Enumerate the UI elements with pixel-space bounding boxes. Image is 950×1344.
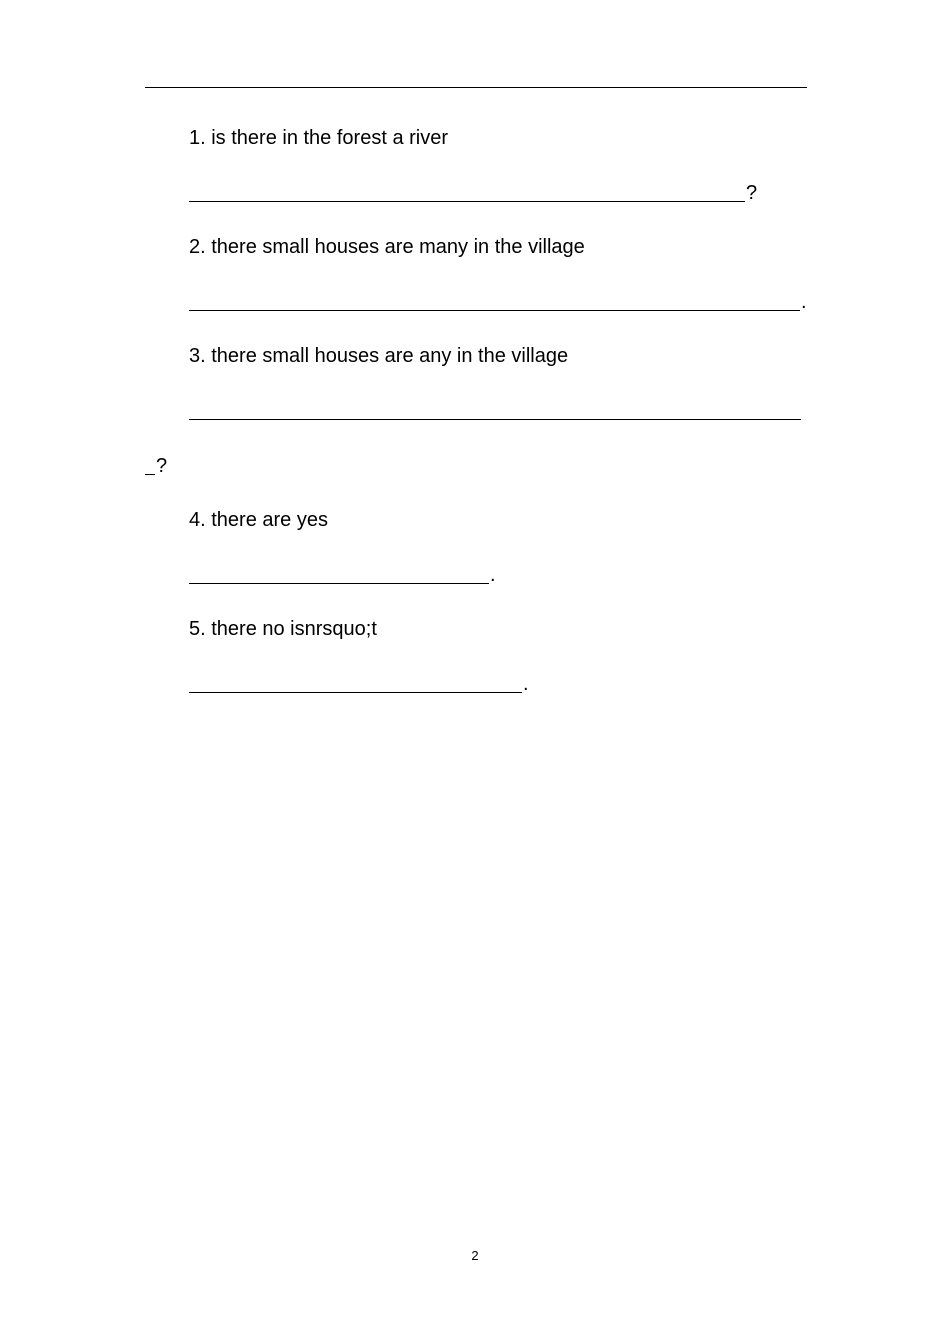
answer-blank — [189, 418, 801, 420]
question-3-end-punctuation: ? — [156, 455, 168, 477]
answer-blank — [189, 582, 489, 584]
question-5-end-punctuation: . — [523, 673, 529, 695]
question-1-text: 1. is there in the forest a river — [189, 127, 449, 149]
question-2-text: 2. there small houses are many in the village — [189, 236, 585, 258]
question-4-answer-line — [189, 563, 496, 587]
answer-blank — [145, 473, 155, 475]
question-4-text: 4. there are yes — [189, 509, 328, 531]
answer-blank — [189, 200, 745, 202]
answer-blank — [189, 691, 522, 693]
page-number: 2 — [471, 1248, 479, 1263]
top-horizontal-rule — [145, 87, 807, 88]
question-2-answer-line — [189, 290, 807, 314]
question-1-end-punctuation: ? — [746, 182, 758, 204]
question-5-answer-line — [189, 672, 529, 696]
question-4-end-punctuation: . — [490, 564, 496, 586]
question-5-text: 5. there no isnrsquo;t — [189, 618, 377, 640]
question-3-answer-line — [189, 399, 801, 423]
question-3-text: 3. there small houses are any in the village — [189, 345, 569, 367]
answer-blank — [189, 309, 800, 311]
question-1-answer-line — [189, 181, 757, 205]
question-3-answer-line-wrap — [145, 454, 167, 478]
question-2-end-punctuation: . — [801, 291, 807, 313]
